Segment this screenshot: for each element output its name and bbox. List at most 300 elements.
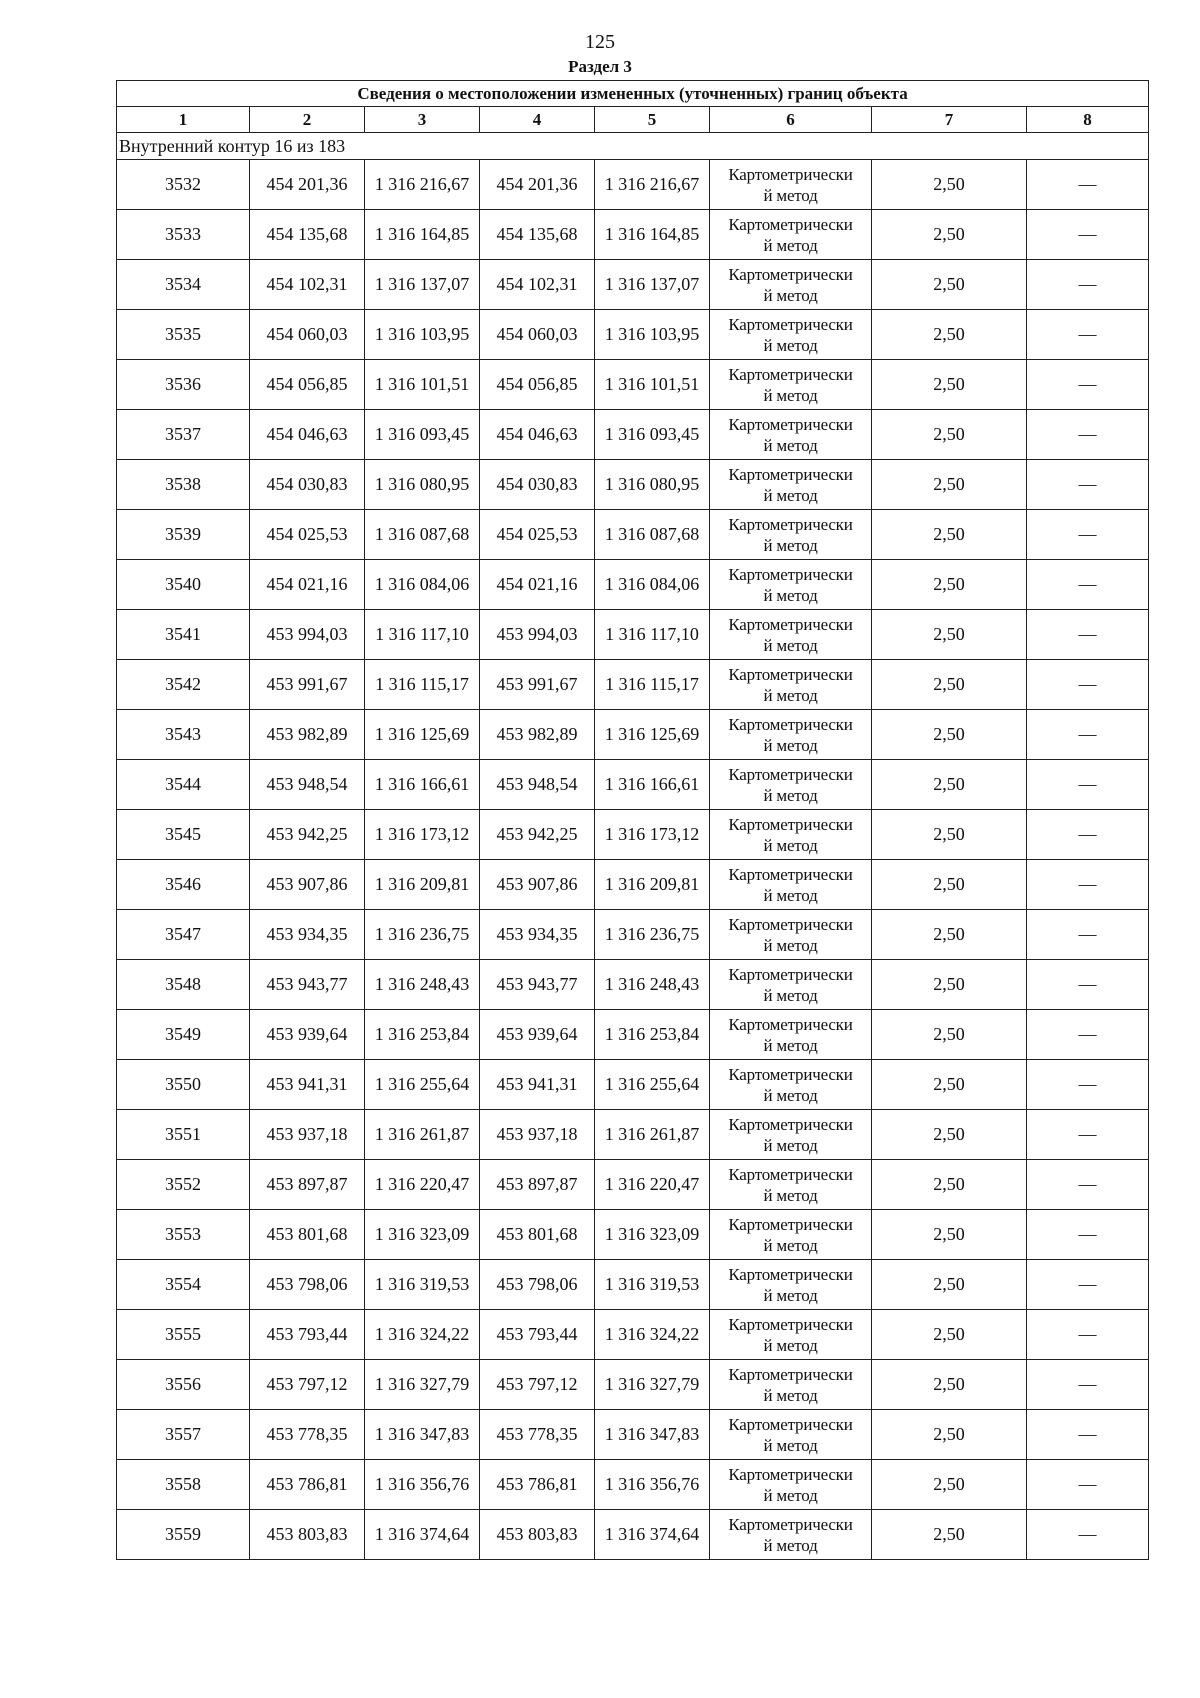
description-cell: —: [1027, 1460, 1149, 1510]
x-existing-cell: 454 046,63: [250, 410, 365, 460]
description-cell: —: [1027, 960, 1149, 1010]
method-text-line1: Картометрически: [728, 614, 853, 634]
y-existing-cell: 1 316 255,64: [365, 1060, 480, 1110]
y-new-cell: 1 316 327,79: [595, 1360, 710, 1410]
method-text-line2: й метод: [763, 1335, 818, 1355]
method-text-line2: й метод: [763, 1235, 818, 1255]
x-new-cell: 454 135,68: [480, 210, 595, 260]
y-new-cell: 1 316 248,43: [595, 960, 710, 1010]
x-new-cell: 453 991,67: [480, 660, 595, 710]
point-number-cell: 3541: [117, 610, 250, 660]
description-cell: —: [1027, 1310, 1149, 1360]
method-text-line1: Картометрически: [728, 764, 853, 784]
method-text-line2: й метод: [763, 285, 818, 305]
method-text-line1: Картометрически: [728, 314, 853, 334]
x-existing-cell: 453 934,35: [250, 910, 365, 960]
method-text-line1: Картометрически: [728, 1064, 853, 1084]
table-row: [117, 610, 1149, 660]
point-number-cell: 3545: [117, 810, 250, 860]
table-row: [117, 1310, 1149, 1360]
y-existing-cell: 1 316 166,61: [365, 760, 480, 810]
accuracy-cell: 2,50: [872, 410, 1027, 460]
x-existing-cell: 453 939,64: [250, 1010, 365, 1060]
point-number-cell: 3554: [117, 1260, 250, 1310]
y-existing-cell: 1 316 236,75: [365, 910, 480, 960]
method-cell: [710, 610, 872, 660]
point-number-cell: 3542: [117, 660, 250, 710]
point-number-cell: 3557: [117, 1410, 250, 1460]
table-row: [117, 1260, 1149, 1310]
x-existing-cell: 453 991,67: [250, 660, 365, 710]
y-new-cell: 1 316 166,61: [595, 760, 710, 810]
x-existing-cell: 453 797,12: [250, 1360, 365, 1410]
description-cell: —: [1027, 460, 1149, 510]
x-existing-cell: 453 897,87: [250, 1160, 365, 1210]
description-cell: —: [1027, 610, 1149, 660]
method-cell: [710, 1160, 872, 1210]
description-cell: —: [1027, 1510, 1149, 1560]
accuracy-cell: 2,50: [872, 360, 1027, 410]
description-cell: —: [1027, 1160, 1149, 1210]
x-new-cell: 453 939,64: [480, 1010, 595, 1060]
method-cell: [710, 1510, 872, 1560]
method-cell: [710, 1410, 872, 1460]
y-existing-cell: 1 316 173,12: [365, 810, 480, 860]
method-cell: [710, 1310, 872, 1360]
y-new-cell: 1 316 347,83: [595, 1410, 710, 1460]
x-new-cell: 453 948,54: [480, 760, 595, 810]
method-text-line2: й метод: [763, 1085, 818, 1105]
method-cell: [710, 660, 872, 710]
contour-row: [117, 133, 1149, 160]
table-row: [117, 1160, 1149, 1210]
method-text-line1: Картометрически: [728, 1214, 853, 1234]
method-text-line2: й метод: [763, 335, 818, 355]
description-cell: —: [1027, 410, 1149, 460]
table-row: [117, 510, 1149, 560]
table-row: [117, 210, 1149, 260]
x-existing-cell: 453 941,31: [250, 1060, 365, 1110]
accuracy-cell: 2,50: [872, 160, 1027, 210]
accuracy-cell: 2,50: [872, 910, 1027, 960]
table-row: [117, 860, 1149, 910]
point-number-cell: 3555: [117, 1310, 250, 1360]
y-new-cell: 1 316 319,53: [595, 1260, 710, 1310]
accuracy-cell: 2,50: [872, 1410, 1027, 1460]
method-text-line1: Картометрически: [728, 1014, 853, 1034]
table-row: [117, 360, 1149, 410]
x-new-cell: 453 907,86: [480, 860, 595, 910]
method-text-line2: й метод: [763, 1485, 818, 1505]
y-new-cell: 1 316 356,76: [595, 1460, 710, 1510]
x-new-cell: 454 030,83: [480, 460, 595, 510]
y-existing-cell: 1 316 374,64: [365, 1510, 480, 1560]
x-new-cell: 453 994,03: [480, 610, 595, 660]
x-existing-cell: 454 021,16: [250, 560, 365, 610]
y-existing-cell: 1 316 356,76: [365, 1460, 480, 1510]
x-existing-cell: 453 943,77: [250, 960, 365, 1010]
method-text-line1: Картометрически: [728, 564, 853, 584]
method-cell: [710, 1110, 872, 1160]
method-text-line1: Картометрически: [728, 864, 853, 884]
method-cell: [710, 1210, 872, 1260]
point-number-cell: 3558: [117, 1460, 250, 1510]
accuracy-cell: 2,50: [872, 560, 1027, 610]
point-number-cell: 3553: [117, 1210, 250, 1260]
accuracy-cell: 2,50: [872, 1160, 1027, 1210]
table-row: [117, 160, 1149, 210]
table-title: Сведения о местоположении измененных (уточненных) границ объекта: [117, 81, 1149, 107]
y-new-cell: 1 316 255,64: [595, 1060, 710, 1110]
x-existing-cell: 454 025,53: [250, 510, 365, 560]
table-row: [117, 260, 1149, 310]
column-number: 4: [480, 107, 595, 133]
method-cell: [710, 510, 872, 560]
y-existing-cell: 1 316 216,67: [365, 160, 480, 210]
method-cell: [710, 560, 872, 610]
table-row: [117, 560, 1149, 610]
x-new-cell: 453 797,12: [480, 1360, 595, 1410]
x-existing-cell: 453 801,68: [250, 1210, 365, 1260]
y-new-cell: 1 316 323,09: [595, 1210, 710, 1260]
x-new-cell: 454 025,53: [480, 510, 595, 560]
method-cell: [710, 760, 872, 810]
x-existing-cell: 454 056,85: [250, 360, 365, 410]
description-cell: —: [1027, 1010, 1149, 1060]
point-number-cell: 3534: [117, 260, 250, 310]
y-new-cell: 1 316 164,85: [595, 210, 710, 260]
y-existing-cell: 1 316 253,84: [365, 1010, 480, 1060]
description-cell: —: [1027, 510, 1149, 560]
y-new-cell: 1 316 093,45: [595, 410, 710, 460]
x-existing-cell: 453 778,35: [250, 1410, 365, 1460]
table-row: [117, 1360, 1149, 1410]
point-number-cell: 3539: [117, 510, 250, 560]
method-text-line1: Картометрически: [728, 714, 853, 734]
method-text-line1: Картометрически: [728, 1464, 853, 1484]
method-cell: [710, 810, 872, 860]
y-new-cell: 1 316 087,68: [595, 510, 710, 560]
description-cell: —: [1027, 1410, 1149, 1460]
method-text-line1: Картометрически: [728, 514, 853, 534]
y-existing-cell: 1 316 261,87: [365, 1110, 480, 1160]
x-existing-cell: 453 907,86: [250, 860, 365, 910]
description-cell: —: [1027, 860, 1149, 910]
point-number-cell: 3543: [117, 710, 250, 760]
x-new-cell: 454 102,31: [480, 260, 595, 310]
method-text-line1: Картометрически: [728, 214, 853, 234]
x-new-cell: 453 941,31: [480, 1060, 595, 1110]
table-row: [117, 960, 1149, 1010]
y-existing-cell: 1 316 209,81: [365, 860, 480, 910]
point-number-cell: 3537: [117, 410, 250, 460]
x-new-cell: 453 982,89: [480, 710, 595, 760]
method-text-line2: й метод: [763, 485, 818, 505]
point-number-cell: 3540: [117, 560, 250, 610]
method-text-line1: Картометрически: [728, 1164, 853, 1184]
page-number: 125: [585, 31, 615, 53]
accuracy-cell: 2,50: [872, 960, 1027, 1010]
y-new-cell: 1 316 103,95: [595, 310, 710, 360]
accuracy-cell: 2,50: [872, 260, 1027, 310]
description-cell: —: [1027, 1360, 1149, 1410]
y-existing-cell: 1 316 103,95: [365, 310, 480, 360]
x-existing-cell: 454 060,03: [250, 310, 365, 360]
y-existing-cell: 1 316 115,17: [365, 660, 480, 710]
method-text-line2: й метод: [763, 185, 818, 205]
x-existing-cell: 454 030,83: [250, 460, 365, 510]
y-existing-cell: 1 316 319,53: [365, 1260, 480, 1310]
x-existing-cell: 453 942,25: [250, 810, 365, 860]
x-new-cell: 454 046,63: [480, 410, 595, 460]
point-number-cell: 3535: [117, 310, 250, 360]
method-cell: [710, 910, 872, 960]
accuracy-cell: 2,50: [872, 710, 1027, 760]
method-text-line2: й метод: [763, 1385, 818, 1405]
y-existing-cell: 1 316 323,09: [365, 1210, 480, 1260]
accuracy-cell: 2,50: [872, 760, 1027, 810]
method-cell: [710, 1010, 872, 1060]
x-existing-cell: 454 102,31: [250, 260, 365, 310]
description-cell: —: [1027, 810, 1149, 860]
method-text-line2: й метод: [763, 385, 818, 405]
method-text-line1: Картометрически: [728, 1364, 853, 1384]
column-number: 1: [117, 107, 250, 133]
point-number-cell: 3532: [117, 160, 250, 210]
x-new-cell: 453 937,18: [480, 1110, 595, 1160]
x-new-cell: 454 056,85: [480, 360, 595, 410]
method-text-line1: Картометрически: [728, 414, 853, 434]
x-new-cell: 454 060,03: [480, 310, 595, 360]
y-new-cell: 1 316 101,51: [595, 360, 710, 410]
method-cell: [710, 360, 872, 410]
point-number-cell: 3550: [117, 1060, 250, 1110]
y-new-cell: 1 316 261,87: [595, 1110, 710, 1160]
method-text-line1: Картометрически: [728, 464, 853, 484]
accuracy-cell: 2,50: [872, 610, 1027, 660]
method-text-line1: Картометрически: [728, 1314, 853, 1334]
method-text-line1: Картометрически: [728, 1414, 853, 1434]
x-existing-cell: 454 135,68: [250, 210, 365, 260]
method-text-line2: й метод: [763, 1035, 818, 1055]
method-text-line2: й метод: [763, 1535, 818, 1555]
method-cell: [710, 1360, 872, 1410]
table-row: [117, 810, 1149, 860]
table-row: [117, 460, 1149, 510]
point-number-cell: 3556: [117, 1360, 250, 1410]
point-number-cell: 3559: [117, 1510, 250, 1560]
accuracy-cell: 2,50: [872, 1010, 1027, 1060]
accuracy-cell: 2,50: [872, 510, 1027, 560]
y-existing-cell: 1 316 084,06: [365, 560, 480, 610]
y-new-cell: 1 316 080,95: [595, 460, 710, 510]
method-text-line2: й метод: [763, 835, 818, 855]
x-new-cell: 453 786,81: [480, 1460, 595, 1510]
table-row: [117, 710, 1149, 760]
description-cell: —: [1027, 1110, 1149, 1160]
method-text-line1: Картометрически: [728, 1514, 853, 1534]
accuracy-cell: 2,50: [872, 1210, 1027, 1260]
point-number-cell: 3547: [117, 910, 250, 960]
method-text-line2: й метод: [763, 585, 818, 605]
accuracy-cell: 2,50: [872, 1310, 1027, 1360]
y-new-cell: 1 316 209,81: [595, 860, 710, 910]
accuracy-cell: 2,50: [872, 1260, 1027, 1310]
accuracy-cell: 2,50: [872, 1360, 1027, 1410]
accuracy-cell: 2,50: [872, 860, 1027, 910]
method-cell: [710, 310, 872, 360]
method-cell: [710, 960, 872, 1010]
method-cell: [710, 1260, 872, 1310]
y-existing-cell: 1 316 164,85: [365, 210, 480, 260]
method-text-line2: й метод: [763, 1185, 818, 1205]
method-text-line2: й метод: [763, 1285, 818, 1305]
y-new-cell: 1 316 117,10: [595, 610, 710, 660]
method-text-line1: Картометрически: [728, 1264, 853, 1284]
method-text-line2: й метод: [763, 535, 818, 555]
x-existing-cell: 453 982,89: [250, 710, 365, 760]
method-text-line1: Картометрически: [728, 964, 853, 984]
accuracy-cell: 2,50: [872, 660, 1027, 710]
table-row: [117, 1010, 1149, 1060]
point-number-cell: 3551: [117, 1110, 250, 1160]
method-text-line2: й метод: [763, 1435, 818, 1455]
point-number-cell: 3536: [117, 360, 250, 410]
point-number-cell: 3548: [117, 960, 250, 1010]
accuracy-cell: 2,50: [872, 460, 1027, 510]
y-existing-cell: 1 316 125,69: [365, 710, 480, 760]
y-existing-cell: 1 316 101,51: [365, 360, 480, 410]
description-cell: —: [1027, 710, 1149, 760]
y-existing-cell: 1 316 248,43: [365, 960, 480, 1010]
point-number-cell: 3546: [117, 860, 250, 910]
y-existing-cell: 1 316 327,79: [365, 1360, 480, 1410]
method-text-line2: й метод: [763, 885, 818, 905]
description-cell: —: [1027, 210, 1149, 260]
method-text-line2: й метод: [763, 685, 818, 705]
column-number: 8: [1027, 107, 1149, 133]
method-text-line2: й метод: [763, 235, 818, 255]
table-row: [117, 1060, 1149, 1110]
y-existing-cell: 1 316 117,10: [365, 610, 480, 660]
x-new-cell: 453 803,83: [480, 1510, 595, 1560]
method-text-line1: Картометрически: [728, 1114, 853, 1134]
table-row: [117, 1460, 1149, 1510]
method-cell: [710, 410, 872, 460]
accuracy-cell: 2,50: [872, 1510, 1027, 1560]
point-number-cell: 3533: [117, 210, 250, 260]
point-number-cell: 3552: [117, 1160, 250, 1210]
point-number-cell: 3544: [117, 760, 250, 810]
x-new-cell: 454 201,36: [480, 160, 595, 210]
x-existing-cell: 453 803,83: [250, 1510, 365, 1560]
table-row: [117, 1510, 1149, 1560]
table-row: [117, 760, 1149, 810]
y-new-cell: 1 316 137,07: [595, 260, 710, 310]
y-existing-cell: 1 316 093,45: [365, 410, 480, 460]
y-new-cell: 1 316 125,69: [595, 710, 710, 760]
method-text-line1: Картометрически: [728, 164, 853, 184]
description-cell: —: [1027, 1060, 1149, 1110]
section-title: Раздел 3: [568, 57, 632, 76]
x-existing-cell: 453 793,44: [250, 1310, 365, 1360]
table-row: [117, 1410, 1149, 1460]
y-existing-cell: 1 316 087,68: [365, 510, 480, 560]
x-new-cell: 453 897,87: [480, 1160, 595, 1210]
y-new-cell: 1 316 374,64: [595, 1510, 710, 1560]
x-existing-cell: 453 937,18: [250, 1110, 365, 1160]
method-cell: [710, 710, 872, 760]
point-number-cell: 3538: [117, 460, 250, 510]
description-cell: —: [1027, 560, 1149, 610]
description-cell: —: [1027, 760, 1149, 810]
table-row: [117, 410, 1149, 460]
accuracy-cell: 2,50: [872, 310, 1027, 360]
table-row: [117, 910, 1149, 960]
y-existing-cell: 1 316 137,07: [365, 260, 480, 310]
description-cell: —: [1027, 310, 1149, 360]
table-row: [117, 660, 1149, 710]
x-new-cell: 453 943,77: [480, 960, 595, 1010]
contour-label: Внутренний контур 16 из 183: [117, 133, 1149, 160]
y-new-cell: 1 316 253,84: [595, 1010, 710, 1060]
method-cell: [710, 1460, 872, 1510]
method-text-line2: й метод: [763, 435, 818, 455]
point-number-cell: 3549: [117, 1010, 250, 1060]
method-text-line2: й метод: [763, 935, 818, 955]
method-cell: [710, 210, 872, 260]
method-text-line2: й метод: [763, 635, 818, 655]
description-cell: —: [1027, 360, 1149, 410]
y-new-cell: 1 316 324,22: [595, 1310, 710, 1360]
y-existing-cell: 1 316 080,95: [365, 460, 480, 510]
method-text-line1: Картометрически: [728, 264, 853, 284]
y-existing-cell: 1 316 347,83: [365, 1410, 480, 1460]
x-new-cell: 453 942,25: [480, 810, 595, 860]
description-cell: —: [1027, 910, 1149, 960]
method-cell: [710, 860, 872, 910]
x-existing-cell: 453 786,81: [250, 1460, 365, 1510]
column-number: 3: [365, 107, 480, 133]
accuracy-cell: 2,50: [872, 210, 1027, 260]
x-existing-cell: 454 201,36: [250, 160, 365, 210]
x-existing-cell: 453 994,03: [250, 610, 365, 660]
boundary-table: [116, 80, 1149, 1560]
accuracy-cell: 2,50: [872, 1460, 1027, 1510]
method-text-line2: й метод: [763, 1135, 818, 1155]
table-row: [117, 310, 1149, 360]
method-text-line1: Картометрически: [728, 664, 853, 684]
x-new-cell: 453 778,35: [480, 1410, 595, 1460]
accuracy-cell: 2,50: [872, 1110, 1027, 1160]
column-number: 7: [872, 107, 1027, 133]
method-text-line2: й метод: [763, 985, 818, 1005]
method-cell: [710, 460, 872, 510]
description-cell: —: [1027, 260, 1149, 310]
method-text-line1: Картометрически: [728, 814, 853, 834]
y-new-cell: 1 316 084,06: [595, 560, 710, 610]
x-new-cell: 453 934,35: [480, 910, 595, 960]
column-number: 6: [710, 107, 872, 133]
x-new-cell: 454 021,16: [480, 560, 595, 610]
column-number: 2: [250, 107, 365, 133]
column-number: 5: [595, 107, 710, 133]
y-new-cell: 1 316 220,47: [595, 1160, 710, 1210]
method-cell: [710, 160, 872, 210]
method-text-line2: й метод: [763, 735, 818, 755]
y-new-cell: 1 316 173,12: [595, 810, 710, 860]
method-text-line1: Картометрически: [728, 364, 853, 384]
